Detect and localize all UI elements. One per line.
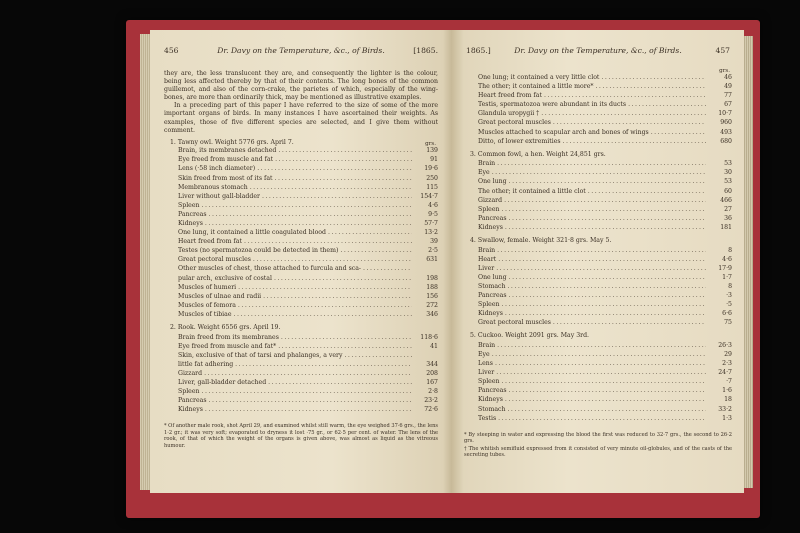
weight-value: 75 xyxy=(724,319,732,327)
dot-leader xyxy=(340,247,412,255)
weight-entry xyxy=(178,397,438,406)
dot-leader xyxy=(497,247,706,255)
organ-label: Kidneys xyxy=(478,223,503,231)
weight-value: 250 xyxy=(426,174,438,182)
weight-entry xyxy=(478,301,732,310)
dot-leader xyxy=(202,202,413,210)
weight-entry xyxy=(178,202,438,211)
dot-leader xyxy=(250,184,412,192)
organ-label: Eye freed from muscle and fat* xyxy=(178,342,277,350)
dot-leader xyxy=(507,406,706,414)
organ-label: Skin, exclusive of that of tarsi and phalanges, a very xyxy=(178,351,343,359)
weight-entry xyxy=(178,352,438,361)
intro-paragraph: they are, the less translucent they are, and consequently the lighter is the colour, being less affected thereby by that of their contents. The long bones of the common guillemot, and also of the corn-crake, the parietes of which, especially of the wing-bones, are more than ordinarily thick, may be mentioned as illustrative examples. xyxy=(164,70,438,102)
dot-leader xyxy=(651,129,706,137)
dot-leader xyxy=(505,224,706,232)
weight-value: 188 xyxy=(426,283,438,291)
dot-leader xyxy=(509,387,706,395)
left-page-body xyxy=(164,70,438,449)
weights-list xyxy=(464,74,732,147)
dot-leader xyxy=(257,165,412,173)
organ-label: Pancreas xyxy=(478,291,507,299)
weight-value: 53 xyxy=(724,178,732,186)
organ-label: Liver without gall-bladder xyxy=(178,192,260,200)
weight-value: 13·2 xyxy=(424,229,438,237)
weight-entry xyxy=(178,379,438,388)
organ-label: Brain xyxy=(478,341,496,349)
dot-leader xyxy=(235,361,412,369)
dot-leader xyxy=(278,147,412,155)
dot-leader xyxy=(498,415,706,423)
organ-label: Spleen xyxy=(478,301,500,309)
dot-leader xyxy=(502,301,707,309)
organ-label: Muscles attached to scapular arch and bones of wings xyxy=(478,128,649,136)
weight-entry xyxy=(478,415,732,424)
weight-value: 57·7 xyxy=(424,220,438,227)
dot-leader xyxy=(544,92,706,100)
weight-value: 91 xyxy=(430,156,438,164)
weight-value: 33·2 xyxy=(718,405,732,413)
organ-label: Kidneys xyxy=(478,396,503,404)
weight-entry xyxy=(178,175,438,184)
unit-label: grs. xyxy=(719,68,730,74)
dot-leader xyxy=(502,378,707,386)
weight-entry xyxy=(178,343,438,352)
weight-value: 154·7 xyxy=(420,192,438,200)
organ-label: Pancreas xyxy=(478,387,507,395)
species-heading: 4. Swallow, female. Weight 321·8 grs. May 5. xyxy=(470,237,612,244)
organ-weights xyxy=(464,160,732,233)
dot-leader xyxy=(509,178,706,186)
intro-paragraph: In a preceding part of this paper I have referred to the size of some of the more important organs of birds. In many instances I have ascertained their weights. As examples, those of five different species are selected, and I give them without comment. xyxy=(164,102,438,134)
weight-value: 115 xyxy=(426,183,438,191)
weight-value: 46 xyxy=(724,74,732,81)
weight-value: 4·6 xyxy=(428,201,438,209)
weight-entry xyxy=(478,119,732,128)
organ-label: Muscles of tibiae xyxy=(178,310,232,318)
dot-leader xyxy=(262,193,412,201)
organ-weights xyxy=(164,334,438,416)
weight-value: 181 xyxy=(720,223,732,231)
right-page xyxy=(452,30,744,493)
left-page xyxy=(150,30,453,493)
weight-entry xyxy=(478,310,732,319)
organ-label: Lens xyxy=(478,360,493,368)
dot-leader xyxy=(601,74,706,82)
organ-weights xyxy=(464,247,732,329)
weight-entry xyxy=(478,283,732,292)
running-title: Dr. Davy on the Temperature, &c., of Birds. xyxy=(514,46,682,55)
weight-value: 8 xyxy=(728,246,732,254)
weight-value: ·7 xyxy=(726,378,732,386)
weight-value: ·3 xyxy=(726,291,732,299)
weights-list xyxy=(164,139,438,420)
weight-value: 23·2 xyxy=(424,397,438,405)
organ-label: Pancreas xyxy=(178,210,207,218)
weight-value: 41 xyxy=(430,342,438,350)
organ-label: Eye xyxy=(478,169,490,177)
weight-value: 2·5 xyxy=(428,247,438,255)
weight-value: 72·6 xyxy=(424,406,438,414)
running-title: Dr. Davy on the Temperature, &c., of Birds. xyxy=(217,46,385,55)
dot-leader xyxy=(509,215,706,223)
species-heading: 2. Rook. Weight 6556 grs. April 19. xyxy=(170,324,281,332)
dot-leader xyxy=(496,265,706,273)
dot-leader xyxy=(509,292,706,300)
species-heading: 5. Cuckoo. Weight 2091 grs. May 3rd. xyxy=(470,332,590,340)
weight-entry xyxy=(178,147,438,156)
weight-value: 1·3 xyxy=(722,414,732,422)
dot-leader xyxy=(263,293,412,301)
organ-label: Spleen xyxy=(178,201,200,209)
dot-leader xyxy=(628,101,706,109)
weight-value: 10·7 xyxy=(718,110,732,118)
weight-entry xyxy=(178,238,438,247)
weight-entry xyxy=(478,138,732,147)
weight-value: 198 xyxy=(426,274,438,282)
weight-entry xyxy=(178,284,438,293)
weight-entry xyxy=(178,229,438,238)
organ-label: Pancreas xyxy=(178,397,207,405)
weight-entry xyxy=(478,360,732,369)
weight-value: 208 xyxy=(426,369,438,377)
weight-entry xyxy=(478,206,732,215)
organ-label: Heart freed from fat xyxy=(478,92,542,100)
weight-value: 466 xyxy=(720,196,732,204)
weight-entry xyxy=(178,165,438,174)
organ-label: Brain xyxy=(478,160,496,168)
organ-label: Spleen xyxy=(478,205,500,213)
weight-entry xyxy=(178,370,438,379)
weight-value: 49 xyxy=(724,83,732,91)
organ-label: Pancreas xyxy=(478,214,507,222)
organ-weights xyxy=(464,342,732,424)
dot-leader xyxy=(588,188,706,196)
dot-leader xyxy=(275,156,412,164)
page-year: 1865.] xyxy=(466,46,491,55)
organ-label: Spleen xyxy=(478,378,500,386)
organ-label: Skin freed from most of its fat xyxy=(178,174,273,182)
organ-label: One lung, it contained a little coagulated blood xyxy=(178,229,326,237)
dot-leader xyxy=(553,319,706,327)
dot-leader xyxy=(209,211,412,219)
weight-value: 344 xyxy=(426,360,438,368)
weight-entry xyxy=(478,178,732,187)
organ-label: pular arch, exclusive of costal xyxy=(178,274,272,282)
dot-leader xyxy=(204,370,412,378)
organ-label: Gizzard xyxy=(178,369,203,377)
organ-label: Ditto, of lower extremities xyxy=(478,137,561,145)
weight-entry xyxy=(478,129,732,138)
weight-entry xyxy=(178,156,438,165)
weight-entry xyxy=(178,256,438,265)
weight-value: 18 xyxy=(724,396,732,404)
organ-label: Great pectoral muscles xyxy=(478,119,551,127)
weight-entry xyxy=(478,292,732,301)
organ-label: One lung xyxy=(478,273,507,281)
organ-label: Membranous stomach xyxy=(178,183,248,191)
organ-label: Other muscles of chest, those attached to furcula and sca- xyxy=(178,265,362,273)
dot-leader xyxy=(497,160,706,168)
organ-label: Testis xyxy=(478,414,497,422)
weight-entry xyxy=(478,265,732,274)
weight-value: 960 xyxy=(720,119,732,127)
weight-entry xyxy=(478,169,732,178)
dot-leader xyxy=(495,360,706,368)
weight-value: 6·6 xyxy=(722,310,732,318)
weight-value: 1·6 xyxy=(722,387,732,395)
species-heading: 3. Common fowl, a hen. Weight 24,851 grs. xyxy=(470,150,606,158)
weight-value: 167 xyxy=(426,379,438,386)
dot-leader xyxy=(507,283,706,291)
organ-label: Brain xyxy=(478,246,496,254)
weight-entry xyxy=(178,193,438,202)
weight-entry xyxy=(478,74,732,83)
dot-leader xyxy=(205,220,412,228)
weight-entry xyxy=(178,311,438,320)
right-page-body xyxy=(464,67,732,458)
weight-entry xyxy=(478,160,732,169)
organ-label: Great pectoral muscles xyxy=(478,319,551,327)
weight-value: 17·9 xyxy=(718,264,732,272)
weight-value: 9·5 xyxy=(428,210,438,218)
weight-value: 2·3 xyxy=(722,360,732,368)
organ-label: Spleen xyxy=(178,388,200,396)
organ-label: Liver xyxy=(478,264,495,272)
organ-label: Heart xyxy=(478,255,497,263)
organ-label: Muscles of ulnae and radii xyxy=(178,292,262,300)
weight-entry xyxy=(178,247,438,256)
weight-entry xyxy=(178,361,438,370)
organ-label: One lung xyxy=(478,178,507,186)
organ-label: Brain freed from its membranes xyxy=(178,333,279,341)
dot-leader xyxy=(502,206,707,214)
organ-label: little fat adhering xyxy=(178,360,234,368)
dot-leader xyxy=(274,275,412,283)
organ-label: Liver, gall-bladder detached xyxy=(178,379,267,386)
organ-label: Kidneys xyxy=(478,310,503,318)
weight-value: 29 xyxy=(724,350,732,358)
weight-entry xyxy=(478,110,732,119)
organ-label: Testis, spermatozoa were abundant in its ducts xyxy=(478,101,627,109)
weight-value: 77 xyxy=(724,92,732,100)
weight-value: ·5 xyxy=(726,301,732,309)
weight-entry xyxy=(178,184,438,193)
footnote: † The whitish semifluid expressed from it consisted of very minute oil-globules, and of the casts of the secreting tubes. xyxy=(464,445,732,458)
organ-label: Kidneys xyxy=(178,220,203,227)
dot-leader xyxy=(504,197,706,205)
weight-value: 118·6 xyxy=(420,333,438,341)
weight-entry xyxy=(478,406,732,415)
dot-leader xyxy=(541,110,706,118)
page-edges-right xyxy=(743,36,753,488)
organ-weights xyxy=(164,147,438,320)
weight-entry xyxy=(478,342,732,351)
dot-leader xyxy=(509,274,706,282)
organ-label: Eye xyxy=(478,350,490,358)
page-number: 456 xyxy=(164,46,179,55)
weight-entry xyxy=(478,319,732,328)
weight-value: 156 xyxy=(426,292,438,300)
organ-label: Glandula uropygii † xyxy=(478,110,540,118)
weight-value: 27 xyxy=(724,205,732,213)
dot-leader xyxy=(344,352,412,360)
weight-entry xyxy=(478,256,732,265)
dot-leader xyxy=(505,310,706,318)
weight-entry xyxy=(478,92,732,101)
organ-label: Stomach xyxy=(478,282,506,290)
footnote: * Of another male rook, shot April 29, and examined whilst still warm, the eye weighed 37·6 grs., the lens 1·2 gr.; it was very soft; evaporated to dryness it lost ·75 gr., or 62·5 per cent. of water. The lens of the rook, of that of which the weight of the organs is given above, was almost as liquid as the vitreous humour. xyxy=(164,423,438,449)
weight-value: 53 xyxy=(724,160,732,168)
weight-entry xyxy=(478,378,732,387)
weight-value: 30 xyxy=(724,169,732,177)
dot-leader xyxy=(563,138,706,146)
organ-label: Muscles of femora xyxy=(178,301,236,309)
right-page-header xyxy=(466,46,730,60)
dot-leader xyxy=(268,379,412,387)
organ-label: Lens (·58 inch diameter) xyxy=(178,165,256,173)
dot-leader xyxy=(205,406,412,414)
organ-label: Stomach xyxy=(478,405,506,413)
weight-entry xyxy=(478,215,732,224)
dot-leader xyxy=(209,397,412,405)
footnote: * By steeping in water and expressing the blood the first was reduced to 32·7 grs., the second to 26·2 grs. xyxy=(464,431,732,445)
weight-entry xyxy=(478,396,732,405)
organ-label: Brain, its membranes detached xyxy=(178,147,277,155)
dot-leader xyxy=(553,119,706,127)
dot-leader xyxy=(275,175,412,183)
weight-entry xyxy=(478,387,732,396)
weight-entry xyxy=(178,265,438,274)
dot-leader xyxy=(244,238,412,246)
dot-leader xyxy=(497,342,706,350)
weight-entry xyxy=(478,101,732,110)
organ-label: Heart freed from fat xyxy=(178,238,242,246)
weight-entry xyxy=(178,334,438,343)
weight-value: 8 xyxy=(728,282,732,290)
weight-value: 26·3 xyxy=(718,341,732,349)
organ-label: The other; it contained a little clot xyxy=(478,187,586,195)
dot-leader xyxy=(202,388,413,396)
weight-value: 272 xyxy=(426,301,438,309)
weight-entry xyxy=(478,188,732,197)
weight-value: 346 xyxy=(426,310,438,318)
organ-label: Liver xyxy=(478,369,495,377)
dot-leader xyxy=(238,284,412,292)
unit-label: grs. xyxy=(425,141,436,148)
weight-value: 39 xyxy=(430,238,438,246)
weight-entry xyxy=(178,293,438,302)
organ-label: Great pectoral muscles xyxy=(178,256,251,264)
dot-leader xyxy=(233,311,412,319)
dot-leader xyxy=(238,302,412,310)
weight-entry xyxy=(178,211,438,220)
weight-value: 36 xyxy=(724,214,732,222)
weight-entry xyxy=(478,83,732,92)
weight-entry xyxy=(478,197,732,206)
organ-label: The other; it contained a little more* xyxy=(478,83,594,91)
dot-leader xyxy=(492,351,706,359)
weight-entry xyxy=(478,224,732,233)
organ-label: Kidneys xyxy=(178,406,203,414)
dot-leader xyxy=(278,343,412,351)
left-page-header xyxy=(164,46,438,60)
organ-label: Gizzard xyxy=(478,196,503,204)
weight-entry xyxy=(178,406,438,415)
organ-label: Muscles of humeri xyxy=(178,283,237,291)
dot-leader xyxy=(253,256,412,264)
dot-leader xyxy=(492,169,706,177)
weight-value: 493 xyxy=(720,128,732,136)
weight-entry xyxy=(478,247,732,256)
weight-value: 680 xyxy=(720,137,732,145)
weight-value: 2·8 xyxy=(428,388,438,396)
weight-entry xyxy=(178,388,438,397)
page-number: 457 xyxy=(715,46,730,55)
weight-value: 67 xyxy=(724,101,732,109)
organ-label: Eye freed from muscle and fat xyxy=(178,156,274,164)
weight-entry xyxy=(478,351,732,360)
dot-leader xyxy=(595,83,706,91)
dot-leader xyxy=(498,256,706,264)
dot-leader xyxy=(281,334,412,342)
weight-value: 631 xyxy=(426,256,438,264)
organ-label: One lung; it contained a very little clot xyxy=(478,74,600,81)
weight-entry xyxy=(178,220,438,229)
dot-leader xyxy=(505,396,706,404)
weight-value: 1·7 xyxy=(722,273,732,281)
weight-value: 19·6 xyxy=(424,165,438,173)
dot-leader xyxy=(328,229,412,237)
weight-value: 4·6 xyxy=(722,255,732,263)
weight-entry xyxy=(478,369,732,378)
weight-entry xyxy=(178,275,438,284)
weight-value: 24·7 xyxy=(718,369,732,377)
weight-value: 60 xyxy=(724,187,732,195)
weight-value: 139 xyxy=(426,147,438,155)
weight-entry xyxy=(178,302,438,311)
dot-leader xyxy=(496,369,706,377)
weights-list xyxy=(464,151,732,428)
species-heading: 1. Tawny owl. Weight 5776 grs. April 7. xyxy=(170,138,294,146)
weight-entry xyxy=(478,274,732,283)
organ-label: Testes (no spermatozoa could be detected in them) xyxy=(178,247,339,255)
page-year: [1865. xyxy=(413,46,438,55)
dot-leader xyxy=(363,265,412,273)
